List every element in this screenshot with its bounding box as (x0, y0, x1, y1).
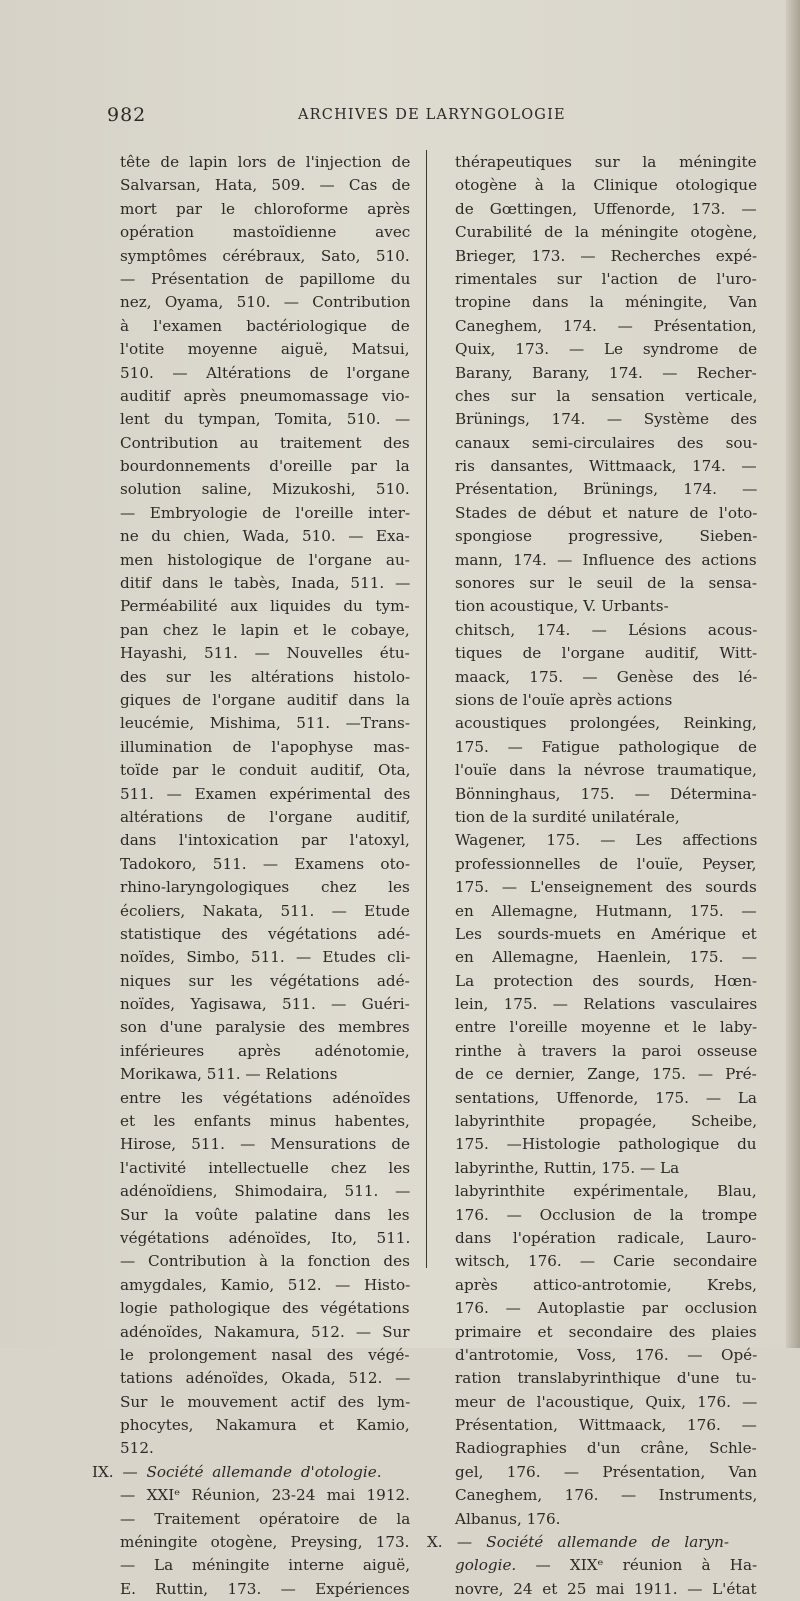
text-line: toïde par le conduit auditif, Ota, (120, 761, 411, 780)
text-line: entre l'oreille moyenne et le laby- (455, 1018, 758, 1037)
text-line: sions de l'ouïe après actions (455, 690, 673, 709)
text-line: thérapeutiques sur la méningite (455, 153, 757, 171)
text-line: Albanus, 176. (455, 1509, 561, 1528)
text-line: witsch, 176. — Carie secondaire (455, 1252, 758, 1271)
text-line: rimentales sur l'action de l'uro- (455, 269, 757, 288)
text-line: E. Ruttin, 173. — Expériences (120, 1579, 410, 1598)
page-edge-shadow (786, 0, 800, 1348)
text-line: 510. — Altérations de l'organe (120, 363, 410, 382)
text-line: — Embryologie de l'oreille inter- (120, 503, 411, 522)
text-line: rhino-laryngologiques chez les (120, 878, 410, 897)
text-line: le prolongement nasal des végé- (120, 1345, 410, 1364)
text-line: phocytes, Nakamura et Kamio, (120, 1416, 410, 1435)
text-line: maack, 175. — Genèse des lé- (455, 667, 758, 686)
running-title: ARCHIVES DE LARYNGOLOGIE (298, 107, 566, 123)
text-line: des sur les altérations histolo- (120, 667, 411, 686)
text-line: Radiographies d'un crâne, Schle- (455, 1439, 757, 1458)
text-line: de Gœttingen, Uffenorde, 173. — (455, 199, 757, 218)
text-line: sonores sur le seuil de la sensa- (455, 574, 757, 593)
text-line: méningite otogène, Preysing, 173. (120, 1533, 410, 1552)
left-column (92, 151, 411, 1601)
text-line: écoliers, Nakata, 511. — Etude (120, 901, 410, 920)
left-column-tail (120, 1484, 410, 1601)
text-line: meur de l'acoustique, Quix, 176. — (455, 1392, 758, 1411)
left-section-heading (92, 1461, 410, 1484)
text-line: Morikawa, 511. — Relations (120, 1065, 338, 1084)
column-divider (426, 150, 427, 1268)
text-line: tiques de l'organe auditif, Witt- (455, 644, 758, 663)
text-line: sentations, Uffenorde, 175. — La (455, 1088, 757, 1107)
text-line: Présentation, Brünings, 174. — (455, 480, 758, 499)
text-line: tion de la surdité unilatérale, (455, 807, 680, 826)
text-line: gel, 176. — Présentation, Van (455, 1462, 758, 1481)
text-line: 175. — Fatigue pathologique de (455, 737, 757, 756)
text-line: 176. — Autoplastie par occlusion (455, 1299, 758, 1318)
text-line: bourdonnements d'oreille par la (120, 457, 410, 476)
text-line: Quix, 173. — Le syndrome de (455, 340, 758, 359)
right-column-tail (455, 1554, 757, 1601)
text-line: nez, Oyama, 510. — Contribution (120, 293, 411, 312)
text-line: lein, 175. — Relations vasculaires (455, 995, 758, 1014)
text-line: lent du tympan, Tomita, 510. — (120, 410, 411, 429)
text-line: rinthe à travers la paroi osseuse (455, 1041, 758, 1060)
text-line: pan chez le lapin et le cobaye, (120, 620, 410, 639)
text-line: Contribution au traitement des (120, 433, 410, 452)
text-line: statistique des végétations adé- (120, 924, 411, 943)
text-line: — XXIᵉ Réunion, 23-24 mai 1912. (120, 1486, 411, 1505)
text-line: — La méningite interne aiguë, (120, 1556, 411, 1575)
text-line: ris dansantes, Wittmaack, 174. — (455, 457, 757, 476)
text-line: mort par le chloroforme après (120, 199, 411, 218)
text-line: labyrinthe, Ruttin, 175. — La (455, 1158, 680, 1177)
text-line: ches sur la sensation verticale, (455, 386, 758, 405)
right-section-heading (427, 1531, 757, 1554)
text-line: l'activité intellectuelle chez les (120, 1158, 410, 1177)
text-line: novre, 24 et 25 mai 1911. — L'état (455, 1579, 757, 1598)
text-line: Bönninghaus, 175. — Détermina- (455, 784, 757, 803)
text-line: adénoïdes, Nakamura, 512. — Sur (120, 1322, 410, 1341)
text-line: professionnelles de l'ouïe, Peyser, (455, 854, 757, 873)
text-line: en Allemagne, Haenlein, 175. — (455, 948, 757, 967)
text-line: son d'une paralysie des membres (120, 1018, 410, 1037)
right-section-numeral: X. — (427, 1533, 487, 1552)
text-line: tête de lapin lors de l'injection de (120, 153, 411, 171)
text-line: auditif après pneumomassage vio- (120, 386, 410, 405)
text-line: chitsch, 174. — Lésions acous- (455, 620, 758, 639)
text-line: illumination de l'apophyse mas- (120, 737, 410, 756)
text-line: spongiose progressive, Sieben- (455, 527, 758, 546)
text-line: — Présentation de papillome du (120, 269, 411, 288)
text-line: giques de l'organe auditif dans la (120, 690, 410, 709)
text-line: entre les végétations adénoïdes (120, 1088, 411, 1107)
text-line: logie pathologique des végétations (120, 1299, 410, 1318)
text-line: Perméabilité aux liquides du tym- (120, 597, 410, 616)
right-section-title-cont: gologie. (455, 1556, 517, 1575)
text-line: Sur la voûte palatine dans les (120, 1205, 410, 1224)
text-line: Brieger, 173. — Recherches expé- (455, 246, 758, 265)
text-line: Tadokoro, 511. — Examens oto- (120, 854, 410, 873)
text-line: inférieures après adénotomie, (120, 1041, 410, 1060)
text-line: labyrinthite expérimentale, Blau, (455, 1182, 757, 1201)
text-line: — Contribution à la fonction des (120, 1252, 410, 1271)
text-line: adénoïdiens, Shimodaira, 511. — (120, 1182, 411, 1201)
text-line: dans l'intoxication par l'atoxyl, (120, 831, 410, 850)
text-line: tropine dans la méningite, Van (455, 293, 758, 312)
text-line: Sur le mouvement actif des lym- (120, 1392, 411, 1411)
left-section-title: Société allemande d'otologie. (146, 1462, 382, 1481)
text-line: après attico-antrotomie, Krebs, (455, 1275, 757, 1294)
text-line: tion acoustique, V. Urbants- (455, 597, 669, 616)
text-line: ne du chien, Wada, 510. — Exa- (120, 527, 410, 546)
text-line: acoustiques prolongées, Reinking, (455, 714, 757, 733)
text-line: en Allemagne, Hutmann, 175. — (455, 901, 757, 920)
right-section-title: Société allemande de laryn- (486, 1533, 730, 1552)
text-line: tations adénoïdes, Okada, 512. — (120, 1369, 411, 1388)
right-column (427, 151, 758, 1601)
text-line: 175. —Histologie pathologique du (455, 1135, 757, 1154)
text-line: canaux semi-circulaires des sou- (455, 433, 758, 452)
text-line: Brünings, 174. — Système des (455, 410, 758, 429)
text-line: Stades de début et nature de l'oto- (455, 503, 758, 522)
text-line: symptômes cérébraux, Sato, 510. (120, 246, 410, 265)
text-line: de ce dernier, Zange, 175. — Pré- (455, 1065, 757, 1084)
text-line: l'ouïe dans la névrose traumatique, (455, 761, 757, 780)
text-line: altérations de l'organe auditif, (120, 807, 411, 826)
text-line: noïdes, Yagisawa, 511. — Guéri- (120, 995, 410, 1014)
text-line: solution saline, Mizukoshi, 510. (120, 480, 410, 499)
text-line: dans l'opération radicale, Lauro- (455, 1228, 757, 1247)
text-line: Hirose, 511. — Mensurations de (120, 1135, 411, 1154)
text-line: Salvarsan, Hata, 509. — Cas de (120, 176, 411, 195)
text-line: Hayashi, 511. — Nouvelles étu- (120, 644, 410, 663)
text-line: Caneghem, 174. — Présentation, (455, 316, 757, 335)
text-line: Présentation, Wittmaack, 176. — (455, 1416, 757, 1435)
text-line: 511. — Examen expérimental des (120, 784, 411, 803)
text-line: mann, 174. — Influence des actions (455, 550, 757, 569)
text-line: ditif dans le tabès, Inada, 511. — (120, 574, 411, 593)
text-line: Wagener, 175. — Les affections (455, 831, 758, 850)
text-line: 176. — Occlusion de la trompe (455, 1205, 758, 1224)
text-line: gologie. — XIXᵉ réunion à Ha- (455, 1556, 758, 1575)
text-line: opération mastoïdienne avec (120, 223, 411, 242)
left-section-numeral: IX. — (92, 1462, 147, 1481)
text-line: — Traitement opératoire de la (120, 1509, 411, 1528)
text-line: amygdales, Kamio, 512. — Histo- (120, 1275, 411, 1294)
text-line: men histologique de l'organe au- (120, 550, 410, 569)
text-line: ration translabyrinthique d'une tu- (455, 1369, 757, 1388)
text-line: à l'examen bactériologique de (120, 316, 410, 335)
text-line: l'otite moyenne aiguë, Matsui, (120, 340, 410, 359)
text-line: d'antrotomie, Voss, 176. — Opé- (455, 1345, 758, 1364)
right-column-lines (455, 151, 757, 1531)
text-line: Caneghem, 176. — Instruments, (455, 1486, 758, 1505)
text-line: végétations adénoïdes, Ito, 511. (120, 1228, 411, 1247)
text-line: primaire et secondaire des plaies (455, 1322, 757, 1341)
page-number: 982 (107, 104, 147, 126)
text-line: La protection des sourds, Hœn- (455, 971, 758, 990)
text-line: leucémie, Mishima, 511. —Trans- (120, 714, 410, 733)
text-line: otogène à la Clinique otologique (455, 176, 758, 195)
text-line: 512. (120, 1439, 154, 1458)
text-line: niques sur les végétations adé- (120, 971, 410, 990)
text-line: Barany, Barany, 174. — Recher- (455, 363, 757, 382)
text-line: Les sourds-muets en Amérique et (455, 924, 757, 943)
text-line: et les enfants minus habentes, (120, 1112, 410, 1131)
text-line: labyrinthite propagée, Scheibe, (455, 1112, 758, 1131)
left-column-lines (120, 151, 410, 1461)
text-line: noïdes, Simbo, 511. — Etudes cli- (120, 948, 411, 967)
text-line: Curabilité de la méningite otogène, (455, 223, 758, 242)
text-line: 175. — L'enseignement des sourds (455, 878, 757, 897)
